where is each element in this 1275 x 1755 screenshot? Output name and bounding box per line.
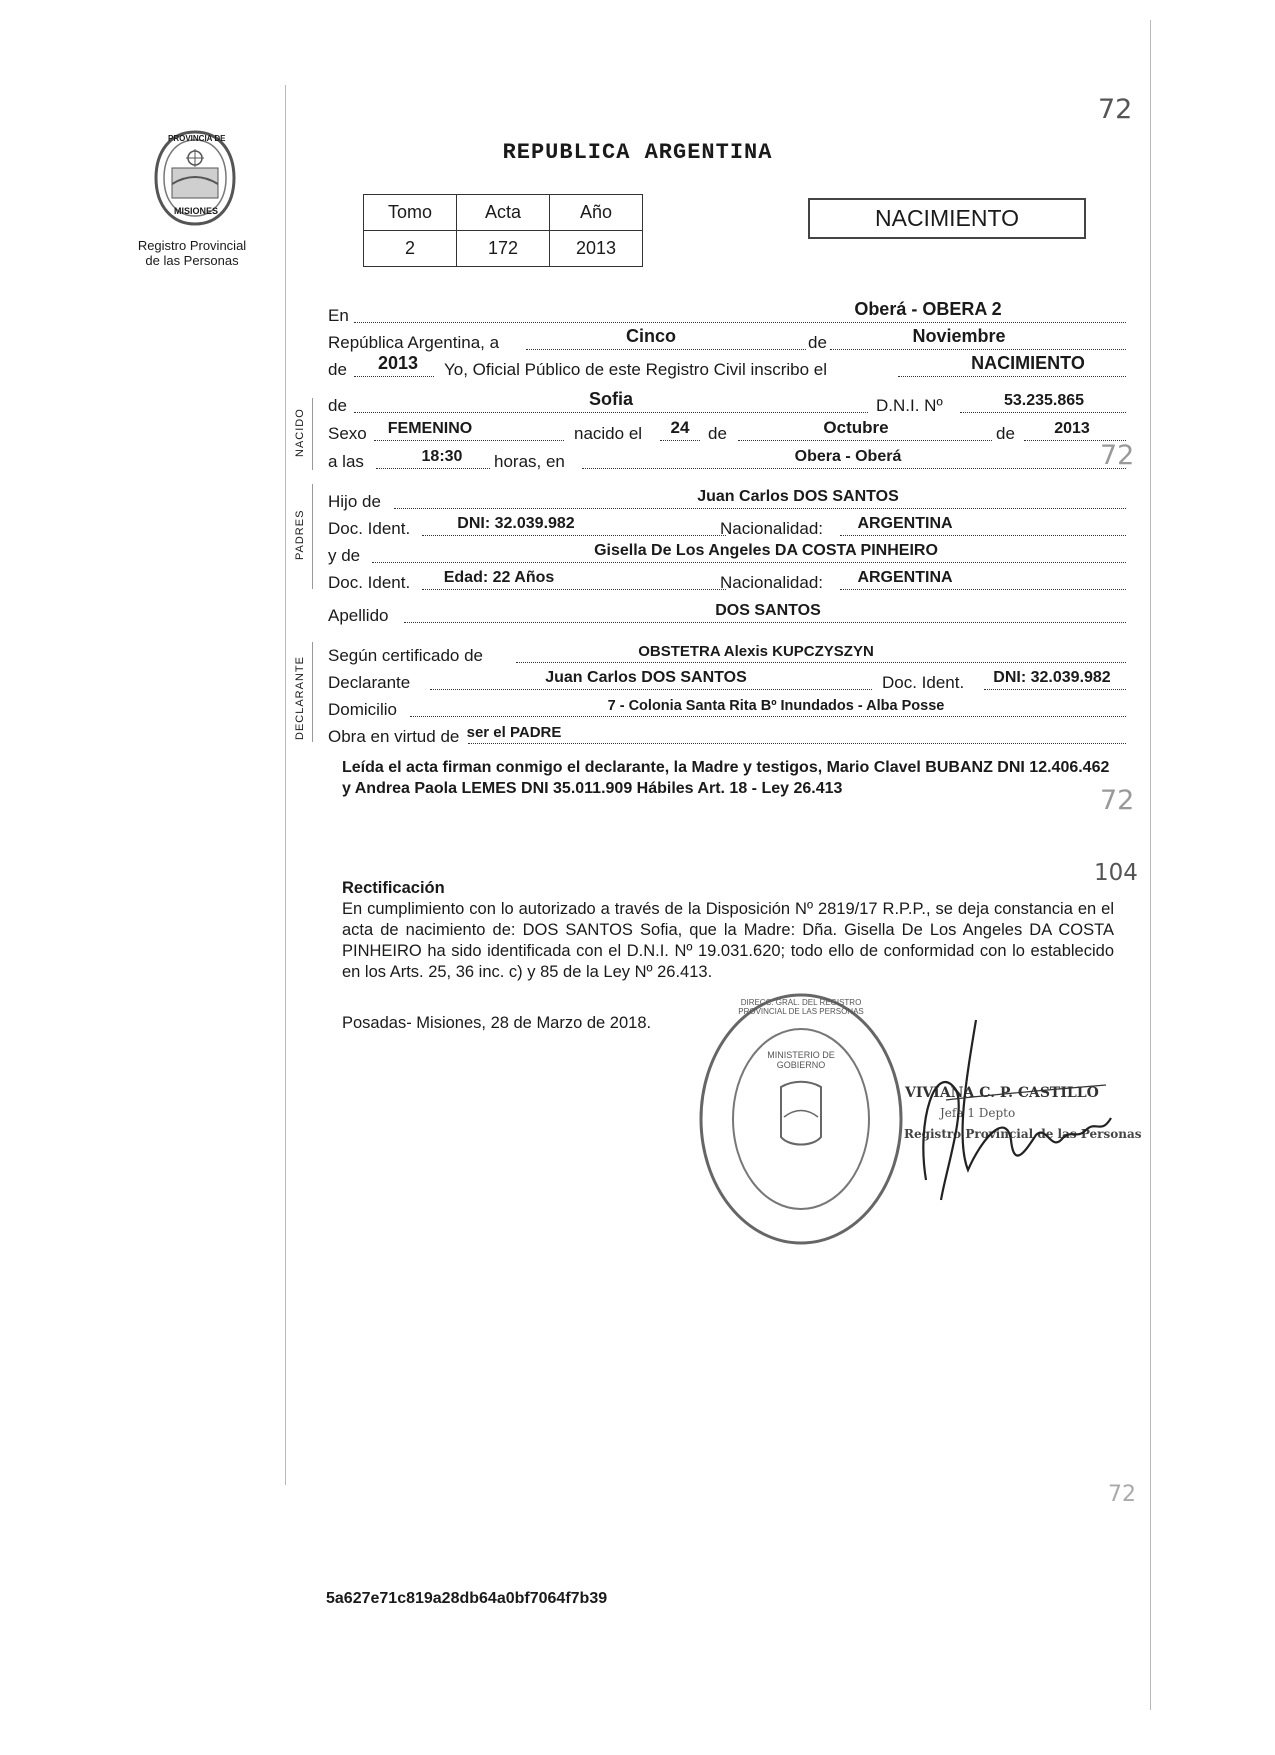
nacionalidad2-label: Nacionalidad: <box>720 573 824 592</box>
page-number-ghost: 72 <box>1108 1482 1136 1507</box>
sexo-value: FEMENINO <box>387 420 473 437</box>
document-hash: 5a627e71c819a28db64a0bf7064f7b39 <box>326 1590 608 1607</box>
row-nombre <box>328 390 1128 418</box>
stamp-outer-text: DIRECC. GRAL. DEL REGISTRO PROVINCIAL DE LAS PERSONAS <box>738 998 864 1016</box>
padre-doc-value: DNI: 32.039.982 <box>457 515 575 532</box>
logo-bottom-text: MISIONES <box>174 206 219 216</box>
inscribo-value: NACIMIENTO <box>971 353 1085 373</box>
dotted-line <box>372 562 1126 563</box>
dotted-line <box>840 535 1126 536</box>
dotted-line <box>354 412 868 413</box>
acta-header-anio: Año <box>550 195 643 231</box>
stamp-inner-text: MINISTERIO DE GOBIERNO <box>767 1050 835 1070</box>
en-value: Oberá - OBERA 2 <box>854 299 1002 319</box>
side-label-declarante: DECLARANTE <box>294 656 306 740</box>
dotted-line <box>374 440 564 441</box>
dotted-line <box>526 349 806 350</box>
section-rule-nacido <box>312 398 313 470</box>
en-label: En <box>328 306 349 325</box>
declarante-label: Declarante <box>328 673 411 692</box>
dotted-line <box>394 508 1126 509</box>
registry-caption-line1: Registro Provincial <box>137 238 247 253</box>
handwritten-signature <box>886 1000 1126 1220</box>
dotted-line <box>430 689 872 690</box>
dotted-line <box>422 589 726 590</box>
dotted-line <box>516 662 1126 663</box>
row-madre <box>328 540 1128 568</box>
page-number-ghost: 72 <box>1100 785 1135 816</box>
page-number-ghost: 72 <box>1100 440 1135 471</box>
madre-nac-value: ARGENTINA <box>857 569 953 586</box>
rectificacion-body: En cumplimiento con lo autorizado a través de la Disposición Nº 2819/17 R.P.P., se deja constancia en el acta de nacimiento de: DOS SANTOS Sofia, que la Madre: Dña. Gisella De Los Angeles DA COSTA PINHEIRO ha sido identificada con el D.N.I. Nº 19.031.620; todo ello de conformidad con lo establecido en los Arts. 25, 36 inc. c) y 85 de la Ley Nº 26.413. <box>342 900 1114 981</box>
de2-label: de <box>328 360 347 379</box>
right-margin-line <box>1150 20 1151 1710</box>
dotted-line <box>830 349 1126 350</box>
segun-value: OBSTETRA Alexis KUPCZYSZYN <box>638 643 874 660</box>
de5-label: de <box>996 424 1015 443</box>
alas-label: a las <box>328 452 364 471</box>
dotted-line <box>582 468 1126 469</box>
closing-statement: Leída el acta firman conmigo el declarante, la Madre y testigos, Mario Clavel BUBANZ DNI 12.406.462 y Andrea Paola LEMES DNI 35.011.909 Hábiles Art. 18 - Ley 26.413 <box>342 759 1110 797</box>
y-de-label: y de <box>328 546 361 565</box>
row-sexo <box>328 418 1128 446</box>
dotted-line <box>738 440 992 441</box>
apellido-value: DOS SANTOS <box>715 602 821 619</box>
page-number-top: 72 <box>1098 94 1133 125</box>
dotted-line <box>960 412 1126 413</box>
dotted-line <box>1024 440 1126 441</box>
side-label-nacido: NACIDO <box>294 408 306 457</box>
dotted-line <box>376 468 490 469</box>
rectificacion-place-date: Posadas- Misiones, 28 de Marzo de 2018. <box>342 1014 652 1032</box>
row-madre-doc <box>328 567 1128 595</box>
rectificacion-title: Rectificación <box>342 879 445 897</box>
row-inscribo <box>328 354 1128 382</box>
hora-value: 18:30 <box>421 448 463 465</box>
republica-label: República Argentina, a <box>328 333 500 352</box>
de4-label: de <box>708 424 727 443</box>
row-hora <box>328 446 1128 474</box>
acta-header-tomo: Tomo <box>364 195 457 231</box>
acta-value-tomo: 2 <box>364 231 457 267</box>
dotted-line <box>984 689 1126 690</box>
document-title: REPUBLICA ARGENTINA <box>502 140 773 165</box>
section-rule-padres <box>312 484 313 589</box>
inscribo-text: Yo, Oficial Público de este Registro Civil inscribo el <box>444 360 827 379</box>
acta-table-header-row <box>364 195 643 231</box>
obra-label: Obra en virtud de <box>328 727 460 746</box>
padre-value: Juan Carlos DOS SANTOS <box>697 488 899 505</box>
mes-value: Noviembre <box>912 326 1006 346</box>
segun-label: Según certificado de <box>328 646 483 665</box>
lugar-value: Obera - Oberá <box>794 448 902 465</box>
acta-header-acta: Acta <box>457 195 550 231</box>
dotted-line <box>354 322 1126 323</box>
de-label: de <box>808 333 827 352</box>
sexo-label: Sexo <box>328 424 367 443</box>
dotted-line <box>410 716 1126 717</box>
dotted-line <box>404 622 1126 623</box>
official-stamp <box>698 992 904 1246</box>
obra-value: ser el PADRE <box>466 724 562 741</box>
row-segun <box>328 640 1128 668</box>
nac-dia-value: 24 <box>670 418 690 437</box>
left-margin-line <box>285 85 286 1485</box>
nacionalidad-label: Nacionalidad: <box>720 519 824 538</box>
domicilio-label: Domicilio <box>328 700 397 719</box>
dotted-line <box>840 589 1126 590</box>
row-en <box>328 300 1128 328</box>
signatory-org: Registro Provincial de las Personas <box>904 1127 1142 1141</box>
madre-doc-value: Edad: 22 Años <box>443 569 555 586</box>
de3-label: de <box>328 396 347 415</box>
horas-en-label: horas, en <box>494 452 565 471</box>
document-type-box: NACIMIENTO <box>808 198 1086 239</box>
acta-value-anio: 2013 <box>550 231 643 267</box>
registry-caption-line2: de las Personas <box>145 253 239 268</box>
nacido-el-label: nacido el <box>574 424 643 443</box>
row-hijo <box>328 486 1128 514</box>
dotted-line <box>468 743 1126 744</box>
section-rule-declarante <box>312 642 313 742</box>
row-declarante <box>328 667 1128 695</box>
row-padre-doc <box>328 513 1128 541</box>
row-apellido <box>328 600 1128 628</box>
doc-ident3-label: Doc. Ident. <box>882 673 965 692</box>
signatory-role: Jefa 1 Depto <box>940 1106 1016 1120</box>
declarante-doc-value: DNI: 32.039.982 <box>993 669 1111 686</box>
logo-top-text: PROVINCIA DE <box>168 134 226 143</box>
dni-value: 53.235.865 <box>1003 392 1085 409</box>
registry-caption <box>128 238 256 268</box>
acta-value-acta: 172 <box>457 231 550 267</box>
nombre-value: Sofia <box>588 389 633 409</box>
row-republica <box>328 327 1128 355</box>
anio-value: 2013 <box>377 353 419 373</box>
domicilio-value: 7 - Colonia Santa Rita Bº Inundados - Alba Posse <box>607 698 945 714</box>
nac-mes-value: Octubre <box>823 418 889 437</box>
padre-nac-value: ARGENTINA <box>857 515 953 532</box>
doc-ident2-label: Doc. Ident. <box>328 573 411 592</box>
dni-label: D.N.I. Nº <box>876 396 943 415</box>
hijo-label: Hijo de <box>328 492 381 511</box>
acta-table-value-row <box>364 231 643 267</box>
dotted-line <box>898 376 1126 377</box>
dotted-line <box>422 535 726 536</box>
dotted-line <box>354 376 434 377</box>
page-number-mid: 104 <box>1094 860 1138 886</box>
row-domicilio <box>328 694 1128 722</box>
side-label-padres: PADRES <box>294 509 306 560</box>
apellido-label: Apellido <box>328 606 389 625</box>
madre-value: Gisella De Los Angeles DA COSTA PINHEIRO <box>594 542 938 559</box>
nac-anio-value: 2013 <box>1054 420 1090 437</box>
acta-table <box>363 194 643 267</box>
dotted-line <box>660 440 700 441</box>
declarante-value: Juan Carlos DOS SANTOS <box>545 669 747 686</box>
doc-ident-label: Doc. Ident. <box>328 519 411 538</box>
signatory-name: VIVIANA C. P. CASTILLO <box>905 1085 1099 1101</box>
row-obra <box>328 721 1128 749</box>
dia-value: Cinco <box>625 326 676 346</box>
